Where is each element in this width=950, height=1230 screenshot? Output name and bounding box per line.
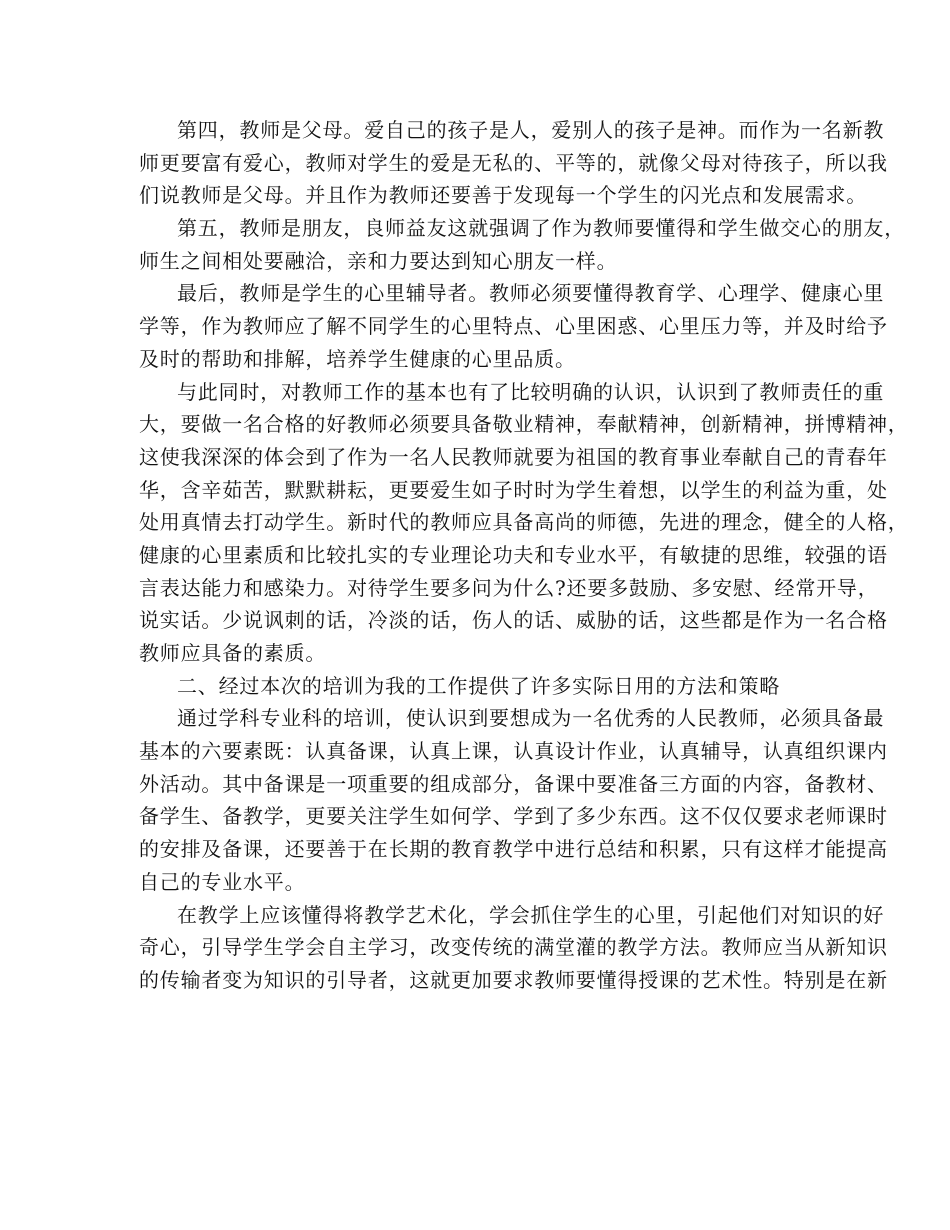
text-line: 的安排及备课，还要善于在长期的教育教学中进行总结和积累，只有这样才能提高 bbox=[139, 837, 888, 862]
text-line: 言表达能力和感染力。对待学生要多问为什么?还要多鼓励、多安慰、经常开导， bbox=[139, 575, 879, 600]
text-line: 第五，教师是朋友，良师益友这就强调了作为教师要懂得和学生做交心的朋友， bbox=[177, 216, 905, 241]
text-line: 最后，教师是学生的心里辅导者。教师必须要懂得教育学、心理学、健康心里 bbox=[177, 281, 885, 306]
text-line: 奇心，引导学生学会自主学习，改变传统的满堂灌的教学方法。教师应当从新知识 bbox=[139, 935, 888, 960]
text-line: 们说教师是父母。并且作为教师还要善于发现每一个学生的闪光点和发展需求。 bbox=[139, 183, 867, 208]
text-line: 外活动。其中备课是一项重要的组成部分，备课中要准备三方面的内容，备教材、 bbox=[139, 771, 888, 796]
text-line: 师生之间相处要融洽，亲和力要达到知心朋友一样。 bbox=[139, 248, 618, 273]
text-line: 及时的帮助和排解，培养学生健康的心里品质。 bbox=[139, 346, 576, 371]
text-line: 教师应具备的素质。 bbox=[139, 641, 327, 665]
text-line: 备学生、备教学，更要关注学生如何学、学到了多少东西。这不仅仅要求老师课时 bbox=[139, 804, 888, 829]
text-line: 师更要富有爱心，教师对学生的爱是无私的、平等的，就像父母对待孩子，所以我 bbox=[139, 150, 888, 175]
text-line: 华，含辛茹苦，默默耕耘，更要爱生如子时时为学生着想，以学生的利益为重，处 bbox=[139, 477, 888, 502]
text-line: 的传输者变为知识的引导者，这就更加要求教师要懂得授课的艺术性。特别是在新 bbox=[139, 967, 888, 992]
text-line: 通过学科专业科的培训，使认识到要想成为一名优秀的人民教师，必须具备最 bbox=[177, 706, 885, 731]
text-line: 这使我深深的体会到了作为一名人民教师就要为祖国的教育事业奉献自己的青春年 bbox=[139, 444, 888, 469]
text-line: 大，要做一名合格的好教师必须要具备敬业精神，奉献精神，创新精神，拼博精神， bbox=[139, 412, 909, 437]
text-line: 学等，作为教师应了解不同学生的心里特点、心里困惑、心里压力等，并及时给予 bbox=[139, 314, 888, 339]
text-line: 二、经过本次的培训为我的工作提供了许多实际日用的方法和策略 bbox=[177, 673, 781, 698]
text-line: 说实话。少说讽刺的话，冷淡的话，伤人的话、威胁的话，这些都是作为一名合格 bbox=[139, 608, 888, 633]
text-line: 健康的心里素质和比较扎实的专业理论功夫和专业水平，有敏捷的思维，较强的语 bbox=[139, 542, 888, 567]
text-line: 与此同时，对教师工作的基本也有了比较明确的认识，认识到了教师责任的重 bbox=[177, 379, 885, 404]
text-line: 处用真情去打动学生。新时代的教师应具备高尚的师德，先进的理念，健全的人格， bbox=[139, 510, 909, 535]
text-line: 基本的六要素既：认真备课，认真上课，认真设计作业，认真辅导，认真组织课内 bbox=[139, 739, 888, 764]
text-line: 在教学上应该懂得将教学艺术化，学会抓住学生的心里，引起他们对知识的好 bbox=[177, 902, 885, 927]
text-line: 第四，教师是父母。爱自己的孩子是人，爱别人的孩子是神。而作为一名新教 bbox=[177, 118, 885, 142]
text-line: 自己的专业水平。 bbox=[139, 869, 306, 894]
document-body bbox=[139, 114, 909, 997]
